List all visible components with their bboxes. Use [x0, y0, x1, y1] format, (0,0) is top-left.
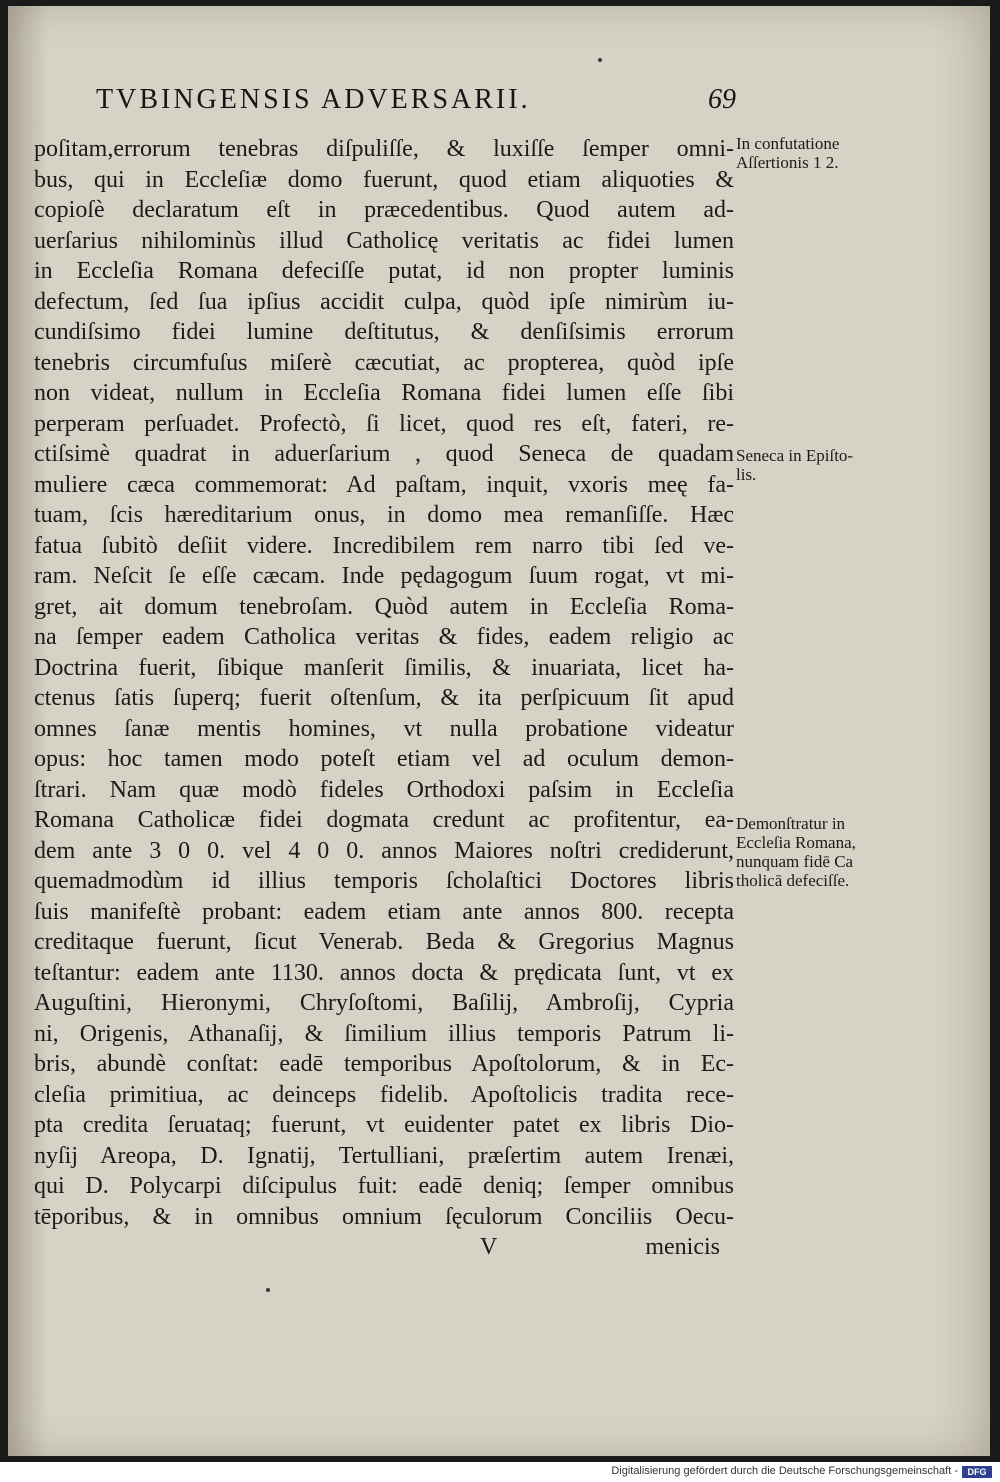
margin-note-seneca — [736, 446, 906, 484]
text-line: fatua ſubitò deſiit videre. Incredibilem rem narro tibi ſed ve- — [34, 532, 734, 559]
margin-note-line: Eccleſia Romana, — [736, 833, 856, 852]
ink-speck — [598, 58, 602, 62]
body-text — [34, 134, 734, 1263]
text-line: non videat, nullum in Eccleſia Romana fidei lumen eſſe ſibi — [34, 380, 734, 406]
text-line: teſtantur: eadem ante 1130. annos docta & prędicata ſunt, vt ex — [34, 959, 734, 986]
text-line: tēporibus, & in omnibus omnium ſęculorum Conciliis Oecu- — [34, 1203, 734, 1230]
text-line: ctiſsimè quadrat in aduerſarium , quod Seneca de quadam — [34, 441, 734, 467]
margin-note-line: Seneca in Epiſto- — [736, 446, 854, 465]
text-line: tuam, ſcis hæreditarium onus, in domo mea remanſiſſe. Hæc — [34, 502, 734, 528]
text-line: creditaque fuerunt, ſicut Venerab. Beda & Gregorius Magnus — [34, 929, 734, 955]
text-line: ſtrari. Nam quæ modò fideles Orthodoxi paſsim in Eccleſia — [34, 776, 734, 803]
text-line: cundiſsimo fidei lumine deſtitutus, & denſiſsimis errorum — [34, 319, 734, 345]
margin-note-confutation — [736, 134, 906, 172]
text-line: Doctrina fuerit, ſibique manſerit ſimilis, & inuariata, licet ha- — [34, 654, 734, 681]
text-line: perperam perſuadet. Profectò, ſi licet, quod res eſt, fateri, re- — [34, 410, 734, 437]
text-line: in Eccleſia Romana defeciſſe putat, id non propter luminis — [34, 258, 734, 284]
text-line: copioſè declaratum eſt in præcedentibus. Quod autem ad- — [34, 197, 734, 223]
book-page — [8, 6, 990, 1456]
text-line: tenebris circumfuſus miſerè cæcutiat, ac propterea, quòd ipſe — [34, 349, 734, 376]
text-line: ram. Neſcit ſe eſſe cæcam. Inde pędagogum ſuum rogat, vt mi- — [34, 563, 734, 589]
ink-speck — [266, 1288, 270, 1292]
margin-note-line: Demonſtratur in — [736, 814, 846, 833]
text-line: quemadmodùm id illius temporis ſcholaſtici Doctores libris — [34, 868, 734, 894]
footer-bar — [0, 1462, 1000, 1482]
text-line: muliere cæca commemorat: Ad paſtam, inquit, vxoris meę fa- — [34, 471, 734, 498]
funding-credit: Digitalisierung gefördert durch die Deutsche Forschungsgemeinschaft - — [611, 1465, 958, 1477]
text-line: dem ante 3 0 0. vel 4 0 0. annos Maiores noſtri crediderunt, — [34, 837, 734, 864]
page-number: 69 — [708, 84, 736, 115]
running-head — [96, 84, 736, 116]
text-line: ctenus ſatis ſuperq; fuerit oſtenſum, & ita perſpicuum ſit apud — [34, 685, 734, 711]
margin-note-line: In confutatione — [736, 134, 840, 153]
margin-note-line: nunquam fidē Ca — [736, 852, 854, 871]
text-line: bris, abundè conſtat: eadē temporibus Apoſtolorum, & in Ec- — [34, 1051, 734, 1077]
margin-note-line: tholicā defeciſſe. — [736, 871, 850, 890]
text-line: gret, ait domum tenebroſam. Quòd autem in Eccleſia Roma- — [34, 593, 734, 620]
text-line: pta credita ſeruataq; fuerunt, vt euidenter patet ex libris Dio- — [34, 1112, 734, 1138]
dfg-logo: DFG — [962, 1466, 992, 1478]
text-line: ſuis manifeſtè probant: eadem etiam ante annos 800. recepta — [34, 898, 734, 925]
margin-note-line: Aſſertionis 1 2. — [736, 153, 839, 172]
text-line: ni, Origenis, Athanaſij, & ſimilium illius temporis Patrum li- — [34, 1020, 734, 1047]
signature-mark: V — [480, 1234, 498, 1260]
text-line: omnes ſanæ mentis homines, vt nulla probatione videatur — [34, 715, 734, 742]
text-line: cleſia primitiua, ac deinceps fidelib. Apoſtolicis tradita rece- — [34, 1081, 734, 1108]
margin-note-demonstration — [736, 814, 906, 890]
text-line: uerſarius nihilominùs illud Catholicę veritatis ac fidei lumen — [34, 227, 734, 254]
text-line: Auguſtini, Hieronymi, Chryſoſtomi, Baſilij, Ambroſij, Cypria — [34, 990, 734, 1016]
text-line: nyſij Areopa, D. Ignatij, Tertulliani, præſertim autem Irenæi, — [34, 1142, 734, 1169]
text-line: bus, qui in Eccleſiæ domo fuerunt, quod etiam aliquoties & — [34, 166, 734, 193]
margin-note-line: lis. — [736, 465, 757, 484]
text-line: defectum, ſed ſua ipſius accidit culpa, quòd ipſe nimirùm iu- — [34, 288, 734, 315]
text-line: Romana Catholicæ fidei dogmata credunt ac profitentur, ea- — [34, 807, 734, 833]
text-line: poſitam,errorum tenebras diſpuliſſe, & luxiſſe ſemper omni- — [34, 136, 734, 162]
text-line: opus: hoc tamen modo poteſt etiam vel ad oculum demon- — [34, 746, 734, 772]
catchword: menicis — [645, 1234, 720, 1260]
running-head-title: TVBINGENSIS ADVERSARII. — [96, 84, 531, 115]
signature-line — [34, 1232, 734, 1263]
text-line: qui D. Polycarpi diſcipulus fuit: eadē deniq; ſemper omnibus — [34, 1173, 734, 1199]
text-line: na ſemper eadem Catholica veritas & fides, eadem religio ac — [34, 624, 734, 650]
